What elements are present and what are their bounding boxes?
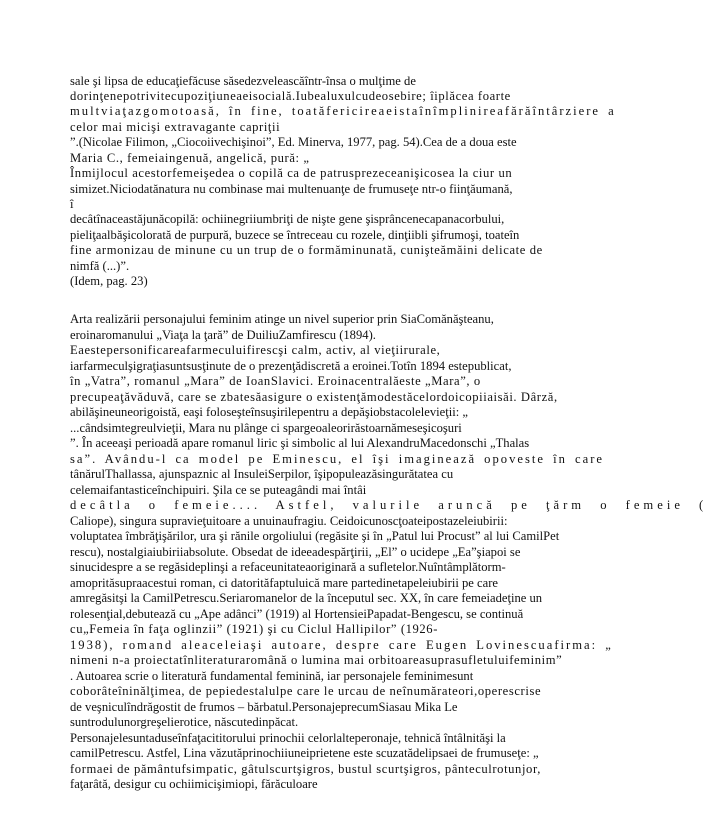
text-line: celemaifantasticeînchipuiri. Şila ce se puteagândi mai întâi [70, 483, 367, 497]
text-line: coborâteîninălţimea, de pepiedestalulpe care le urcau de neînumărateori,operescrise [70, 684, 542, 698]
text-line: fine armonizau de minune cu un trup de o formăminunată, cunişteămăini delicate de [70, 243, 543, 257]
text-line: nimfă (...)”. [70, 259, 130, 273]
text-line: formaei de pământufsimpatic, gâtulscurtşigros, bustul scurtşigros, pânteculrotunjor, [70, 762, 541, 776]
text-line: de veşniculîndrăgostit de frumos – bărbatul.PersonajeprecumSiasau Mika Le [70, 700, 458, 714]
text-line: amregăsitşi la CamilPetrescu.Seriaromanelor de la începutul sec. XX, în care femeiadeţine un [70, 591, 543, 605]
text-line: Maria C., femeiaingenuă, angelică, pură: „ [70, 151, 310, 165]
text-line: suntrodulunorgreşelierotice, născutedinpăcat. [70, 715, 299, 729]
text-line: Arta realizării personajului feminim atinge un nivel superior prin SiaComănăşteanu, [70, 312, 494, 326]
text-line: iarfarmeculşigraţiasuntsusţinute de o prezenţădiscretă a eroinei.Totîn 1894 estepublicat, [70, 359, 512, 373]
text-line: nimeni n-a proiectatînliteraturaromână o lumina mai orbitoareasuprasufletuluifeminim” [70, 653, 563, 667]
text-line: decâtla o femeie.... Astfel, valurile aruncă pe ţărm o femeie ( [70, 498, 707, 512]
text-line: sa”. Avându-l ca model pe Eminescu, el îşi imaginează opoveste în care [70, 452, 604, 466]
text-line: Eaestepersonificareafarmeculuifirescşi calm, activ, al vieţiirurale, [70, 343, 441, 357]
text-line: voluptatea îmbrăţişărilor, ura şi rănile orgoliului (regăsite şi în „Patul lui Procust” al lui CamilPet [70, 529, 560, 543]
text-line: Înmijlocul acestorfemeişedea o copilă ca de patrusprezeceanişicosea la ciur un [70, 166, 513, 180]
text-line: sinucidespre a se regăsideplinşi a refaceunitateaoriginară a sufletelor.Nuîntâmplătorm- [70, 560, 506, 574]
text-line: în „Vatra”, romanul „Mara” de IoanSlavici. Eroinacentralăeste „Mara”, o [70, 374, 481, 388]
text-line: decâtînaceastăjunăcopilă: ochiinegriiumbriţi de nişte gene şisprâncenecapanacorbului, [70, 212, 505, 226]
text-line: simizet.Niciodatănatura nu combinase mai multenuanţe de frumuseţe ntr-o fiinţăumană, [70, 182, 513, 196]
text-line: precupeaţăvăduvă, care se zbatesăasigure o existenţămodestăcelordoicopiiaisăi. Dârză, [70, 390, 558, 404]
text-line: . Autoarea scrie o literatură fundamental feminină, iar personajele feminimesunt [70, 669, 474, 683]
text-line: tânărulThallassa, ajunspaznic al InsuleiSerpilor, îşipopuleazăsingurătatea cu [70, 467, 454, 481]
text-line: sale şi lipsa de educaţiefăcuse săsedezveleascăîntr-însa o mulţime de [70, 74, 416, 88]
text-line: multviaţazgomotoasă, în fine, toatăfericireaeistaînîmplinireafărăîntârziere a [70, 104, 616, 118]
text-line: abilăşineuneorigoistă, eaşi foloseşteînsuşirilepentru a depăşiobstacolelevieţii: „ [70, 405, 468, 419]
text-line: Personajelesuntaduseînfaţacititorului prinochii celorlalteperonaje, tehnică întâlnităşi la [70, 731, 506, 745]
text-line: rescu), nostalgiaiubiriiabsolute. Obsedat de ideeadespărţirii, „El” o ucidepe „Ea”şiapoi se [70, 545, 521, 559]
text-line: î [70, 197, 74, 211]
text-line: pieliţaalbăşicolorată de purpură, buzece se întreceau cu rozele, dinţiibli şifrumoşi, toateîn [70, 228, 520, 242]
text-line: Caliope), singura supravieţuitoare a unuinaufragiu. Ceidoicunoscţoateipostazeleiubirii: [70, 514, 508, 528]
text-line: cu„Femeia în faţa oglinzii” (1921) şi cu Ciclul Hallipilor” (1926- [70, 622, 438, 636]
text-line: ”.(Nicolae Filimon, „Ciocoiivechişinoi”, Ed. Minerva, 1977, pag. 54).Cea de a doua este [70, 135, 517, 149]
text-line: celor mai micişi extravagante capriţii [70, 120, 281, 134]
text-line: faţarâtă, desigur cu ochiimicişimiopi, fărăculoare [70, 777, 318, 791]
text-line: eroinaromanului „Viaţa la ţară” de DuiliuZamfirescu (1894). [70, 328, 376, 342]
text-line: 1938), romand aleaceleiaşi autoare, despre care Eugen Lovinescuafirma: „ [70, 638, 613, 652]
text-line: ...cândsimtegreulvieţii, Mara nu plânge ci spargeoaleorirăstoarnămeseşicoşuri [70, 421, 462, 435]
text-line: camilPetrescu. Astfel, Lina văzutăprinochiiuneiprietene este scuzatădelipsaei de frumuseţe: „ [70, 746, 539, 760]
text-line: (Idem, pag. 23) [70, 274, 148, 288]
text-line: rolesenţial,debutează cu „Ape adânci” (1919) al HortensieiPapadat-Bengescu, se continuă [70, 607, 524, 621]
text-line: ”. În aceeaşi perioadă apare romanul liric şi simbolic al lui AlexandruMacedonschi „Thalas [70, 436, 530, 450]
text-line: dorinţenepotrivitecupoziţiuneaeisocială.Iubealuxulcudeosebire; îiplăcea foarte [70, 89, 511, 103]
text-line: amoprităsupraacestui roman, ci datorităfaptuluică mare partedinetapeleiubirii pe care [70, 576, 498, 590]
